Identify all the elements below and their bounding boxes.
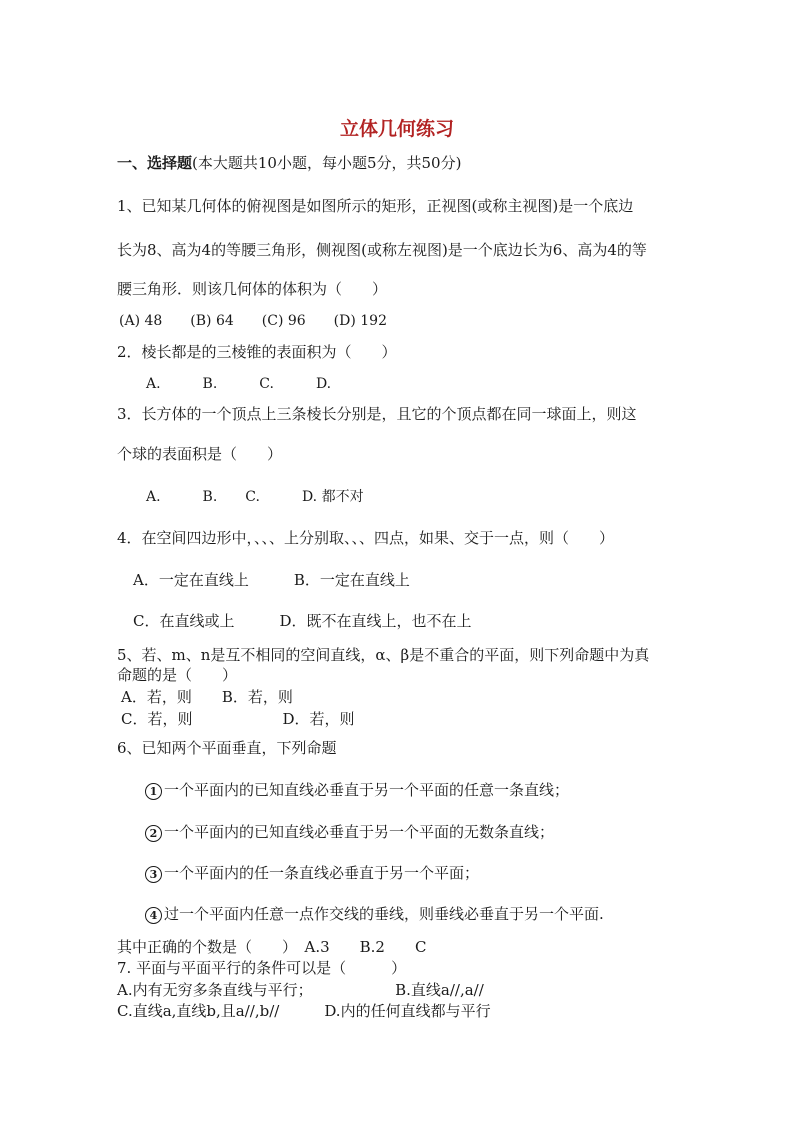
q7-stem: 7. 平面与平面平行的条件可以是（ ） (117, 959, 407, 977)
q6-item-3 (145, 864, 479, 883)
q6-item-3-text: 一个平面内的任一条直线必垂直于另一个平面； (164, 864, 480, 882)
q6-stem: 6、已知两个平面垂直，下列命题 (117, 739, 337, 757)
q2-options: A. B. C. D. (146, 376, 332, 392)
q7-options-ab: A.内有无穷多条直线与平行； B.直线a//,a// (117, 981, 484, 999)
q2-stem: 2．棱长都是的三棱锥的表面积为（ ） (117, 343, 397, 361)
circled-number-3: 3 (145, 866, 162, 883)
q5-line-2: 命题的是（ ） (117, 666, 238, 684)
q7-options-cd: C.直线a,直线b,且a//,b// D.内的任何直线都与平行 (117, 1002, 491, 1020)
q1-line-1: 1、已知某几何体的俯视图是如图所示的矩形，正视图(或称主视图)是一个底边 (117, 197, 634, 215)
q5-options-ab: A．若，则 B．若，则 (121, 688, 293, 706)
q4-stem: 4．在空间四边形中，、、、上分别取、、、四点，如果、交于一点，则（ ） (117, 529, 615, 547)
section-header (117, 154, 461, 172)
circled-number-1: 1 (145, 783, 162, 800)
q4-options-ab: A．一定在直线上 B．一定在直线上 (133, 571, 410, 589)
q3-line-2: 个球的表面积是（ ） (117, 445, 283, 463)
q1-line-3: 腰三角形．则该几何体的体积为（ ） (117, 280, 388, 298)
q6-item-4-text: 过一个平面内任意一点作交线的垂线，则垂线必垂直于另一个平面. (164, 905, 604, 923)
q6-item-1 (145, 781, 569, 800)
q5-line-1: 5、若、m、n是互不相同的空间直线，α、β是不重合的平面，则下列命题中为真 (117, 646, 650, 664)
section-note: (本大题共10小题，每小题5分，共50分) (192, 154, 462, 172)
q3-options: A. B. C. D. 都不对 (146, 489, 364, 505)
q3-line-1: 3．长方体的一个顶点上三条棱长分别是，且它的个顶点都在同一球面上，则这 (117, 405, 637, 423)
q1-options: (A) 48 (B) 64 (C) 96 (D) 192 (119, 313, 387, 329)
q5-options-cd: C．若，则 D．若，则 (121, 710, 355, 728)
q6-answer: 其中正确的个数是（ ） A.3 B.2 C (117, 938, 427, 956)
q6-item-2 (145, 823, 554, 842)
q1-line-2: 长为8、高为4的等腰三角形，侧视图(或称左视图)是一个底边长为6、高为4的等 (117, 241, 647, 259)
page-title: 立体几何练习 (339, 118, 454, 140)
section-heading: 一、选择题 (117, 154, 193, 172)
q6-item-4 (145, 905, 604, 924)
q6-item-1-text: 一个平面内的已知直线必垂直于另一个平面的任意一条直线； (164, 781, 570, 799)
circled-number-2: 2 (145, 825, 162, 842)
q4-options-cd: C．在直线或上 D．既不在直线上，也不在上 (133, 612, 472, 630)
circled-number-4: 4 (145, 907, 162, 924)
q6-item-2-text: 一个平面内的已知直线必垂直于另一个平面的无数条直线； (164, 823, 555, 841)
